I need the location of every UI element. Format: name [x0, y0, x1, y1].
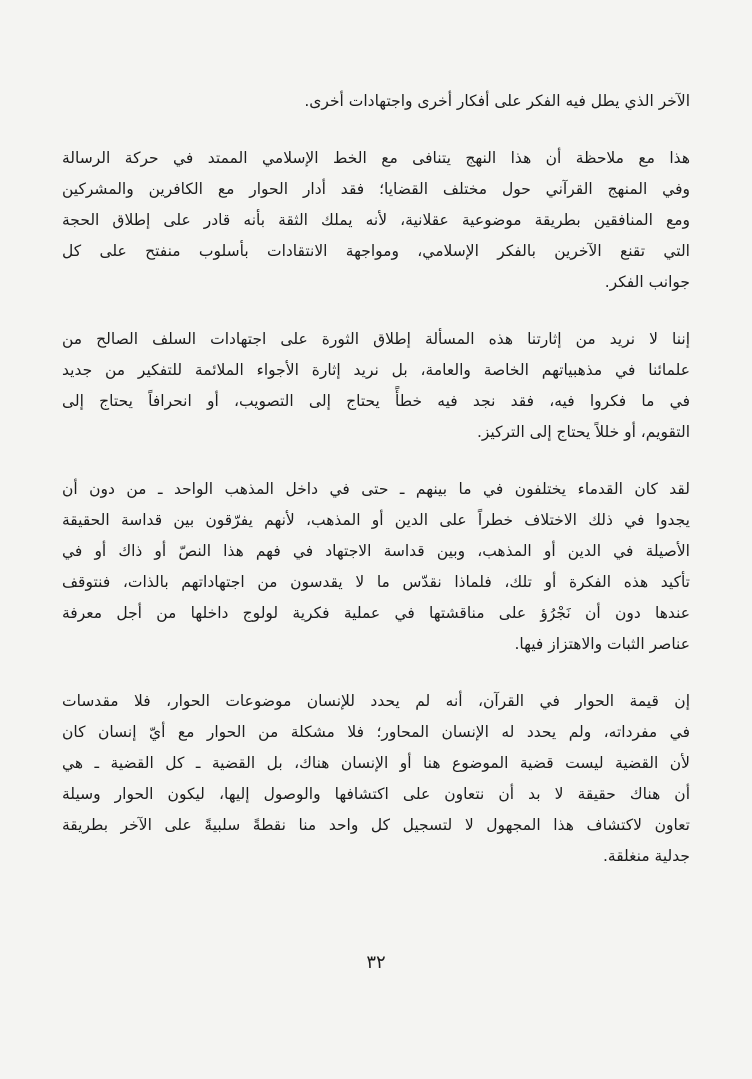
- text-line: عندها دون أن نَجْرُؤ على مناقشتها في عملية فكرية لولوج داخلها من أجل معرفة: [62, 604, 690, 622]
- text-line: جدلية منغلقة.: [602, 847, 690, 865]
- text-line: في ما فكروا فيه، فقد نجد فيه خطأً يحتاج إلى التصويب، أو انحرافاً يحتاج إلى: [62, 392, 690, 410]
- paragraph: [62, 686, 690, 872]
- text-line: التقويم، أو خللاً يحتاج إلى التركيز.: [476, 423, 690, 441]
- text-line: إن قيمة الحوار في القرآن، أنه لم يحدد للإنسان موضوعات الحوار، فلا مقدسات: [62, 692, 690, 710]
- paragraph: [62, 143, 690, 298]
- text-line: التي تقنع الآخرين بالفكر الإسلامي، ومواجهة الانتقادات بأسلوب منفتح على كل: [62, 242, 690, 260]
- text-line: لقد كان القدماء يختلفون في ما بينهم ـ حتى في داخل المذهب الواحد ـ من دون أن: [62, 480, 690, 498]
- text-line: لأن القضية ليست قضية الموضوع هنا أو الإنسان هناك، بل القضية ـ كل القضية ـ هي: [62, 754, 690, 772]
- text-line: الآخر الذي يطل فيه الفكر على أفكار أخرى واجتهادات أخرى.: [304, 92, 690, 110]
- text-line: في مفرداته، ولم يحدد له الإنسان المحاور؛ فلا مشكلة من الحوار مع أيّ إنسان كان: [62, 723, 690, 741]
- text-line: إننا لا نريد من إثارتنا هذه المسألة إطلاق الثورة على اجتهادات السلف الصالح من: [62, 330, 690, 348]
- text-line: يجدوا في ذلك الاختلاف خطراً على الدين أو المذهب، لأنهم يفرّقون بين قداسة الحقيقة: [62, 511, 690, 529]
- text-line: تأكيد هذه الفكرة أو تلك، فلماذا نقدّس ما لا يقدسون من اجتهاداتهم بالذات، فنتوقف: [62, 573, 690, 591]
- text-line: جوانب الفكر.: [604, 273, 690, 291]
- text-line: علمائنا في مذهبياتهم الخاصة والعامة، بل نريد إثارة الأجواء الملائمة للتفكير من جديد: [62, 361, 690, 379]
- text-line: الأصيلة في الدين أو المذهب، وبين قداسة الاجتهاد في فهم هذا النصّ أو ذاك أو في: [62, 542, 690, 560]
- paragraph: [62, 324, 690, 448]
- text-line: تعاون لاكتشاف هذا المجهول لا لتسجيل كل واحد منا نقطةً سلبيةً على الآخر بطريقة: [62, 816, 690, 834]
- text-line: ومع المنافقين بطريقة موضوعية عقلانية، لأنه يملك الثقة بأنه قادر على إطلاق الحجة: [62, 211, 690, 229]
- body-text: [62, 86, 690, 898]
- paragraph: [62, 474, 690, 660]
- text-line: عناصر الثبات والاهتزاز فيها.: [514, 635, 690, 653]
- text-line: هذا مع ملاحظة أن هذا النهج يتنافى مع الخط الإسلامي الممتد في حركة الرسالة: [62, 149, 690, 167]
- text-line: أن هناك حقيقة لا بد أن نتعاون على اكتشافها والوصول إليها، ليكون الحوار وسيلة: [62, 785, 690, 803]
- paragraph: [62, 86, 690, 117]
- text-line: وفي المنهج القرآني حول مختلف القضايا؛ فقد أدار الحوار مع الكافرين والمشركين: [62, 180, 690, 198]
- page-number: ٣٢: [366, 952, 386, 973]
